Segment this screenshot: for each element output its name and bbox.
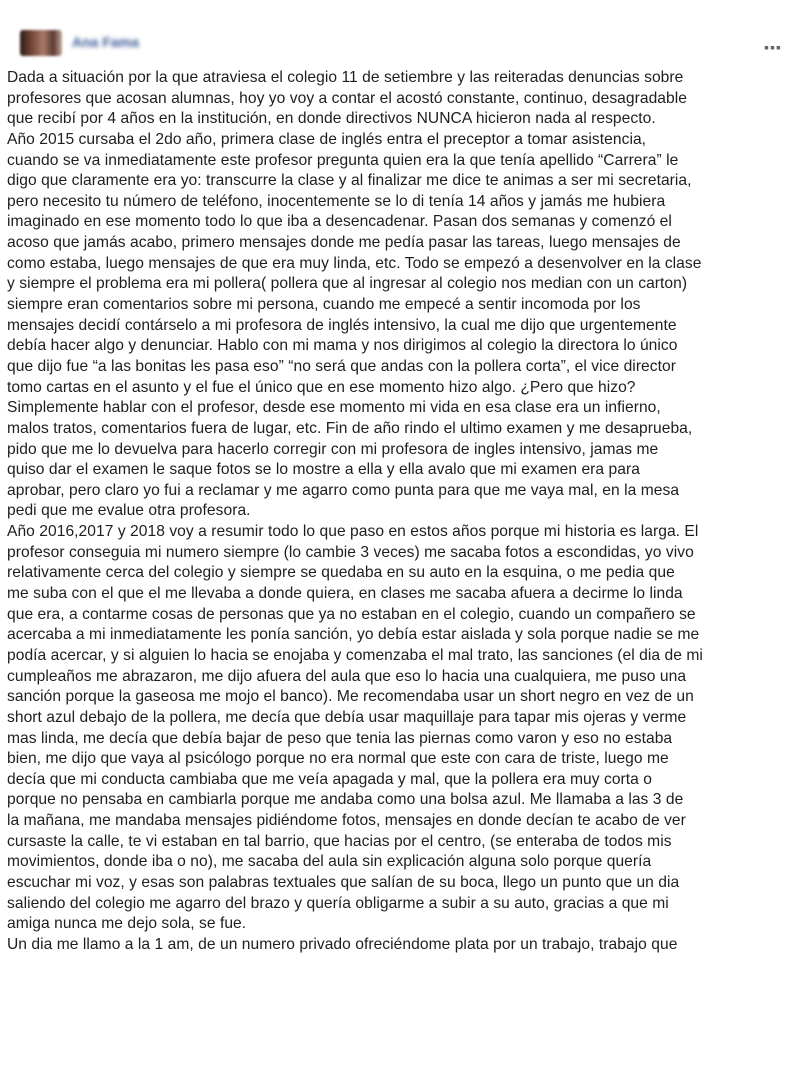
more-options-icon[interactable]: ▪▪▪: [764, 39, 782, 55]
post-text-line: saliendo del colegio me agarro del brazo y quería obligarme a subir a su auto, gracias a que mi: [7, 894, 669, 912]
post-text-line: acoso que jamás acabo, primero mensajes donde me pedía pasar las tareas, luego mensajes de: [7, 234, 681, 252]
post-text-line: Un dia me llamo a la 1 am, de un numero privado ofreciéndome plata por un trabajo, trabajo que: [7, 935, 678, 953]
post-text-line: siempre eran comentarios sobre mi persona, cuando me empecé a sentir incomoda por los: [7, 296, 641, 314]
post-text-line: acercaba a mi inmediatamente les ponía sanción, yo debía estar aislada y sola porque nadie se me: [7, 626, 700, 644]
post-text-line: escuchar mi voz, y esas son palabras textuales que salían de su boca, llego un punto que un dia: [7, 873, 680, 891]
author-name[interactable]: Ana Fama: [72, 34, 139, 50]
post-text-line: y siempre el problema era mi pollera( pollera que al ingresar al colegio nos median con un carton): [7, 275, 688, 293]
post-text-line: Año 2016,2017 y 2018 voy a resumir todo lo que paso en estos años porque mi historia es larga. El: [7, 523, 699, 541]
post-text-line: profesores que acosan alumnas, hoy yo voy a contar el acostó constante, continuo, desagradable: [7, 89, 687, 107]
post-text-line: la mañana, me mandaba mensajes pidiéndome fotos, mensajes en donde decían te acabo de ver: [7, 812, 686, 830]
post-text-line: me suba con el que el me llevaba a donde quiera, en clases me sacaba afuera a decirme lo linda: [7, 585, 683, 603]
post-text-line: cuando se va inmediatamente este profesor pregunta quien era la que tenía apellido “Carrera” le: [7, 151, 679, 169]
avatar[interactable]: [20, 30, 62, 56]
post-text-line: debía hacer algo y denunciar. Hablo con mi mama y nos dirigimos al colegio la directora lo único: [7, 337, 678, 355]
post-text-line: bien, me dijo que vaya al psicólogo porque no era normal que este con cara de triste, luego me: [7, 750, 669, 768]
post-text-line: como estaba, luego mensajes de que era muy linda, etc. Todo se empezó a desenvolver en la clase: [7, 254, 702, 272]
post-text-line: short azul debajo de la pollera, me decía que debía usar maquillaje para tapar mis ojeras y verme: [7, 708, 687, 726]
post-text-line: que era, a contarme cosas de personas que ya no estaban en el colegio, cuando un compañero se: [7, 605, 696, 623]
post-text-line: podía acercar, y si alguien lo hacia se enojaba y comenzaba el mal trato, las sanciones (el dia de mi: [7, 646, 703, 664]
post-text-line: amiga nunca me dejo sola, se fue.: [7, 915, 247, 933]
post-text-line: mensajes decidí contárselo a mi profesora de inglés intensivo, la cual me dijo que urgentemente: [7, 316, 677, 334]
post-text-line: quiso dar el examen le saque fotos se lo mostre a ella y ella avalo que mi examen era para: [7, 461, 640, 479]
post-text-line: pero necesito tu número de teléfono, inocentemente se lo di tenía 14 años y jamás me hubiera: [7, 192, 666, 210]
post-text-line: cumpleaños me abrazaron, me dijo afuera del aula que eso lo hacia una cualquiera, me puso una: [7, 667, 687, 685]
post-text-line: relativamente cerca del colegio y siempre se quedaba en su auto en la esquina, o me pedia que: [7, 564, 675, 582]
post-text-line: pido que me lo devuelva para hacerlo corregir con mi profesora de ingles intensivo, jamas me: [7, 440, 659, 458]
post-paragraph: [7, 522, 800, 935]
post-text-line: malos tratos, comentarios fuera de lugar, etc. Fin de año rindo el ultimo examen y me desaprueba,: [7, 419, 693, 437]
post-text-line: que dijo fue “a las bonitas les pasa eso” “no será que andas con la pollera corta”, el vice director: [7, 357, 676, 375]
post-text-line: Simplemente hablar con el profesor, desde ese momento mi vida en esa clase era un infierno,: [7, 399, 661, 417]
post-text-line: sanción porque la gaseosa me mojo el banco). Me recomendaba usar un short negro en vez de un: [7, 688, 694, 706]
post-text-line: cursaste la calle, te vi estaban en tal barrio, que hacias por el centro, (se enteraba de todos mis: [7, 832, 672, 850]
post-text-line: mas linda, me decía que debía bajar de peso que tenia las piernas como varon y eso no estaba: [7, 729, 673, 747]
post-text-line: digo que claramente era yo: transcurre la clase y al finalizar me dice te animas a ser mi secretaria,: [7, 172, 692, 190]
post-paragraph: [7, 935, 800, 956]
post-text-line: porque no pensaba en cambiarla porque me andaba como una bolsa azul. Me llamaba a las 3 de: [7, 791, 684, 809]
post-text-line: decía que mi conducta cambiaba que me veía apagada y mal, que la pollera era muy corta o: [7, 770, 652, 788]
post-text-line: movimientos, donde iba o no), me sacaba del aula sin explicación alguna solo porque quería: [7, 853, 652, 871]
post-text-line: que recibí por 4 años en la institución, en donde directivos NUNCA hicieron nada al respecto.: [7, 110, 656, 128]
post-header: [0, 0, 800, 62]
post-text-line: aprobar, pero claro yo fui a reclamar y me agarro como punta para que me vaya mal, en la mesa: [7, 481, 680, 499]
post-text-line: imaginado en ese momento todo lo que iba a desencadenar. Pasan dos semanas y comenzó el: [7, 213, 672, 231]
post-text: [7, 68, 800, 956]
post-text-line: Dada a situación por la que atraviesa el colegio 11 de setiembre y las reiteradas denuncias sobre: [7, 69, 684, 86]
post-paragraph: [7, 68, 800, 522]
post-text-line: tomo cartas en el asunto y el fue el único que en ese momento hizo algo. ¿Pero que hizo?: [7, 378, 636, 396]
post-text-line: profesor conseguia mi numero siempre (lo cambie 3 veces) me sacaba fotos a escondidas, yo vivo: [7, 543, 694, 561]
post-text-line: Año 2015 cursaba el 2do año, primera clase de inglés entra el preceptor a tomar asistencia,: [7, 130, 647, 148]
post-text-line: pedi que me evalue otra profesora.: [7, 502, 251, 520]
